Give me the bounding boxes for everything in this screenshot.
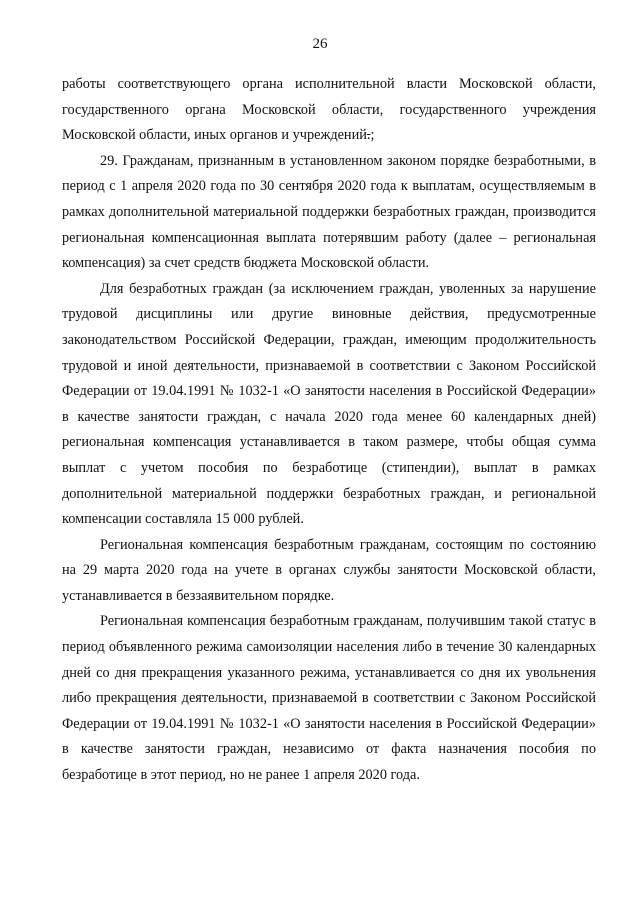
struck-text: . (366, 127, 371, 144)
paragraph-compensation-amount: Для безработных граждан (за исключением граждан, уволенных за нарушение трудовой дисциплины или другие виновные действия, предусмотренные законодательством Российской Федерации, граждан, имеющим продолжительность трудовой и иной деятельности, признаваемой в соответствии с Законом Российской Федерации от 19.04.1991 № 1032-1 «О занятости населения в Российской Федерации» в качестве занятости граждан, с начала 2020 года менее 60 календарных дней) региональная компенсация устанавливается в таком размере, чтобы общая сумма выплат с учетом пособия по безработице (стипендии), выплат в рамках дополнительной материальной поддержки безработных граждан, и региональной компенсации составляла 15 000 рублей. (62, 280, 596, 528)
paragraph-continuation (62, 72, 596, 149)
paragraph-text: работы соответствующего органа исполнительной власти Московской области, государственного органа Московской области, государственного учреждения Московской области, иных органов и учреждений (62, 76, 596, 144)
paragraph-registered-unemployed: Региональная компенсация безработным гражданам, состоящим по состоянию на 29 марта 2020 года на учете в органах службы занятости Московской области, устанавливается в беззаявительном порядке. (62, 536, 596, 604)
paragraph-self-isolation: Региональная компенсация безработным гражданам, получившим такой статус в период объявленного режима самоизоляции населения либо в течение 30 календарных дней со дня прекращения указанного режима, устанавливается со дня их увольнения либо прекращения деятельности, признаваемой в соответствии с Законом Российской Федерации от 19.04.1991 № 1032-1 «О занятости населения в Российской Федерации» в качестве занятости граждан, независимо от факта назначения пособия по безработице в этот период, но не ранее 1 апреля 2020 года. (62, 613, 596, 784)
document-body (62, 72, 596, 789)
page-number: 26 (312, 36, 328, 52)
paragraph-item-29: 29. Гражданам, признанным в установленном законом порядке безработными, в период с 1 апреля 2020 года по 30 сентября 2020 года к выплатам, осуществляемым в рамках дополнительной материальной поддержки безработных граждан, производится региональная компенсационная выплата потерявшим работу (далее – региональная компенсация) за счет средств бюджета Московской области. (62, 152, 596, 272)
inserted-text: ; (370, 127, 375, 144)
